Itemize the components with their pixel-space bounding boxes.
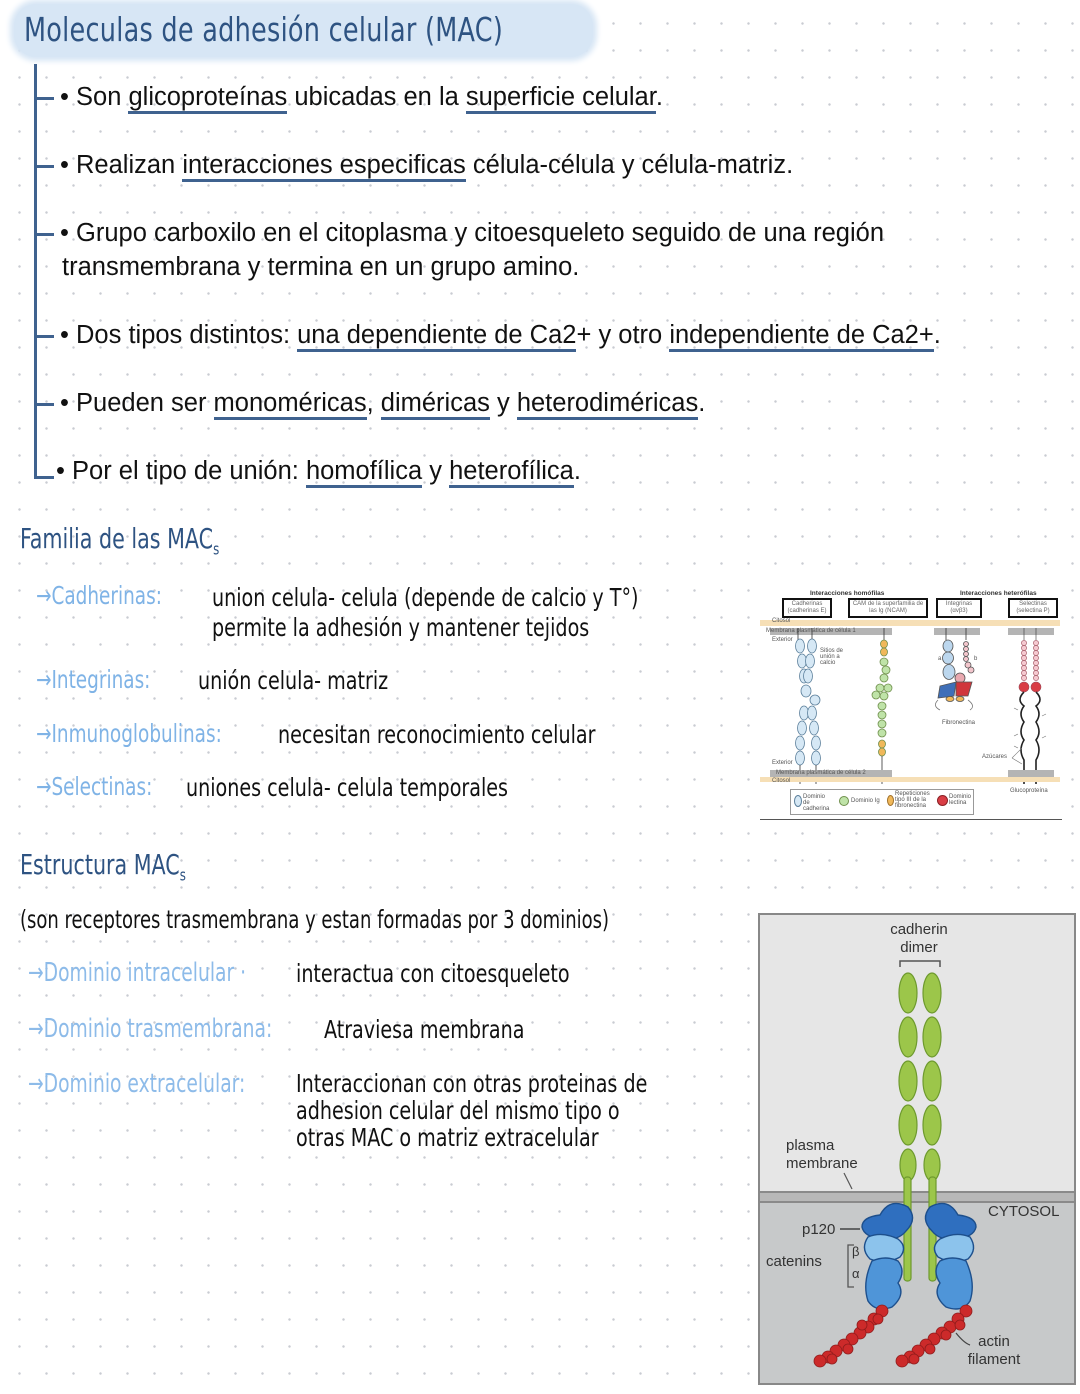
group-label-homophilic: Interacciones homófilas (810, 590, 885, 597)
section-heading-estructura (20, 848, 186, 885)
bullet-text: célula-célula y célula-matriz. (465, 151, 794, 179)
tree-tick (34, 403, 54, 406)
bullet-text: . (933, 321, 941, 349)
family-value (186, 774, 565, 802)
domain-key: →Dominio extracelular: (28, 1069, 246, 1099)
label-exterior: Exterior (772, 760, 793, 766)
label-box-integrinas: Integrinas (αvβ3) (936, 598, 982, 618)
tree-tick (34, 335, 54, 338)
bullet-text: + y otro (576, 321, 670, 349)
label-citosol: Citosol (772, 778, 791, 784)
label-fibronectina: Fibronectina (942, 720, 976, 726)
family-value-text: unión celula- matriz (198, 666, 389, 695)
membrane-band-bottom (1008, 770, 1054, 777)
domain-value-text: otras MAC o matriz extracelular (296, 1123, 599, 1152)
domain-value-text: adhesion celular del mismo tipo o (296, 1096, 620, 1125)
family-key: →Selectinas: (36, 772, 153, 801)
domain-item-trasmembrana (28, 1014, 333, 1044)
label-cytosol: CYTOSOL (988, 1203, 1060, 1220)
domain-key: →Dominio intracelular · (28, 958, 247, 988)
label-integrin-a: a (938, 656, 942, 662)
family-value-cont (212, 614, 656, 642)
bullet-text: Por el tipo de unión: (72, 457, 306, 485)
heading-subscript: s (179, 865, 186, 885)
domain-value-text: interactua con citoesqueleto (296, 959, 570, 988)
page-title: Moleculas de adhesión celular (MAC) (24, 10, 504, 49)
underlined-term: glicoproteínas (128, 83, 287, 114)
label-p120: p120 (802, 1221, 836, 1238)
bullet-text: Pueden ser (76, 389, 214, 417)
figure-bottom-rule (760, 819, 1062, 821)
underlined-term: interacciones especificas (182, 151, 465, 182)
legend-label: Dominio lectina (949, 794, 972, 806)
cytosol-band-bottom (760, 777, 1060, 782)
family-item-selectinas (36, 773, 178, 801)
family-item-inmunoglobulinas (36, 720, 263, 748)
domain-item-extracelular (28, 1069, 300, 1099)
label-actin-filament: actin filament (967, 1333, 1021, 1368)
label-calcium-sites: Sitios de unión a calcio (820, 648, 844, 666)
label-citosol: Citosol (772, 618, 791, 624)
family-value-text: necesitan reconocimiento celular (278, 720, 596, 749)
label-box-selectinas: Selectinas (selectina P) (1008, 598, 1058, 618)
bullet-item (60, 386, 705, 420)
heading-text: Estructura MAC (20, 848, 180, 881)
label-alpha: α (852, 1266, 860, 1281)
legend-swatch-fibronectin (887, 795, 894, 806)
legend-swatch-lectin (937, 795, 948, 806)
bullet-dot-icon: • (56, 457, 73, 485)
bullet-text: y (422, 457, 450, 485)
family-value (198, 667, 422, 695)
domain-value (324, 1016, 560, 1044)
domain-value (296, 960, 618, 988)
underlined-term: independiente de Ca2+ (669, 321, 933, 352)
family-item-integrinas (36, 666, 176, 694)
tree-bracket-line (34, 64, 37, 479)
label-box-cadherinas: Cadherinas (cadherinas E) (782, 598, 832, 618)
family-key: →Inmunoglobulinas: (36, 719, 222, 748)
underlined-term: monoméricas (214, 389, 367, 420)
bullet-text: Dos tipos distintos: (76, 321, 298, 349)
label-exterior: Exterior (772, 637, 793, 643)
tree-tick (34, 476, 54, 479)
bullet-text: . (655, 83, 663, 111)
legend-swatch-ig (839, 796, 849, 806)
bullet-text: y (489, 389, 517, 417)
underlined-term: homofílica (306, 457, 422, 488)
underlined-term: heterofílica (449, 457, 574, 488)
domain-value-text: Atraviesa membrana (324, 1015, 525, 1044)
bullet-item (60, 80, 663, 114)
family-value-text: uniones celula- celula temporales (186, 773, 509, 802)
underlined-term: una dependiente de Ca2 (297, 321, 576, 352)
tree-tick (34, 165, 54, 168)
legend-label: Repeticiones tipo III de la fibronectina (895, 791, 930, 809)
bullet-text: ubicadas en la (287, 83, 466, 111)
family-key: →Integrinas: (36, 665, 151, 694)
legend-label: Dominio de cadherina (803, 794, 830, 812)
bullet-text: . (573, 457, 581, 485)
mac-families-drawing (760, 588, 1060, 820)
underlined-term: diméricas (381, 389, 490, 420)
family-value (278, 721, 652, 749)
estructura-intro (20, 906, 756, 934)
bullet-item (56, 454, 581, 488)
family-key: →Cadherinas: (36, 581, 162, 610)
bullet-item (60, 148, 793, 182)
family-value-text: permite la adhesión y mantener tejidos (212, 613, 590, 642)
figure-cadherin-dimer (758, 913, 1076, 1385)
intro-text: (son receptores trasmembrana y estan formadas por 3 dominios) (20, 905, 610, 934)
figure-legend (790, 789, 974, 815)
bullet-text: Realizan (76, 151, 183, 179)
label-catenins: catenins (766, 1253, 822, 1270)
bullet-text: , (366, 389, 381, 417)
title-highlight (14, 4, 593, 57)
underlined-term: heterodiméricas (517, 389, 698, 420)
legend-label: Dominio Ig (851, 798, 880, 804)
label-membrane: Membrana plasmática de célula 1 (766, 628, 856, 634)
heading-text: Familia de las MAC (20, 522, 214, 555)
label-plasma-membrane: plasma membrane (786, 1137, 858, 1172)
heading-subscript: s (213, 539, 220, 559)
bullet-item (60, 318, 941, 352)
label-beta: β (852, 1244, 860, 1259)
family-value (212, 584, 714, 612)
family-item-cadherinas (36, 582, 190, 610)
tree-tick (34, 97, 54, 100)
label-azucares: Azúcares (982, 754, 1008, 760)
domain-value (296, 1070, 709, 1152)
underlined-term: superficie celular (466, 83, 656, 114)
family-value-text: union celula- celula (depende de calcio y T°) (212, 583, 639, 612)
bullet-continuation: transmembrana y termina en un grupo amino. (62, 253, 580, 281)
bullet-dot-icon: • (60, 321, 77, 349)
section-heading-familia (20, 522, 219, 559)
group-label-heterophilic: Interacciones heterófilas (960, 590, 1037, 597)
label-membrane: Membrana plasmática de célula 2 (776, 770, 866, 776)
bullet-text: Grupo carboxilo en el citoplasma y citoesqueleto seguido de una región (76, 219, 885, 247)
tree-tick (34, 233, 54, 236)
label-box-cam-ig: CAM de la superfamilia de las Ig (NCAM) (848, 598, 928, 618)
cadherin-dimer-drawing (760, 915, 1074, 1383)
label-cadherin-dimer: cadherin dimer (890, 921, 948, 956)
bullet-dot-icon: • (60, 151, 77, 179)
domain-item-intracelular (28, 958, 301, 988)
domain-value-text: Interaccionan con otras proteinas de (296, 1069, 648, 1098)
bullet-dot-icon: • (60, 83, 77, 111)
figure-mac-families (760, 588, 1060, 820)
bullet-text: Son (76, 83, 129, 111)
bullet-text: . (698, 389, 706, 417)
bullet-dot-icon: • (60, 219, 77, 247)
label-glucoproteina: Glucoproteína (1010, 788, 1048, 794)
label-integrin-b: b (974, 656, 978, 662)
bullet-item (60, 216, 884, 250)
domain-key: →Dominio trasmembrana: (28, 1014, 273, 1044)
bullet-dot-icon: • (60, 389, 77, 417)
legend-swatch-cadherin (794, 795, 802, 807)
